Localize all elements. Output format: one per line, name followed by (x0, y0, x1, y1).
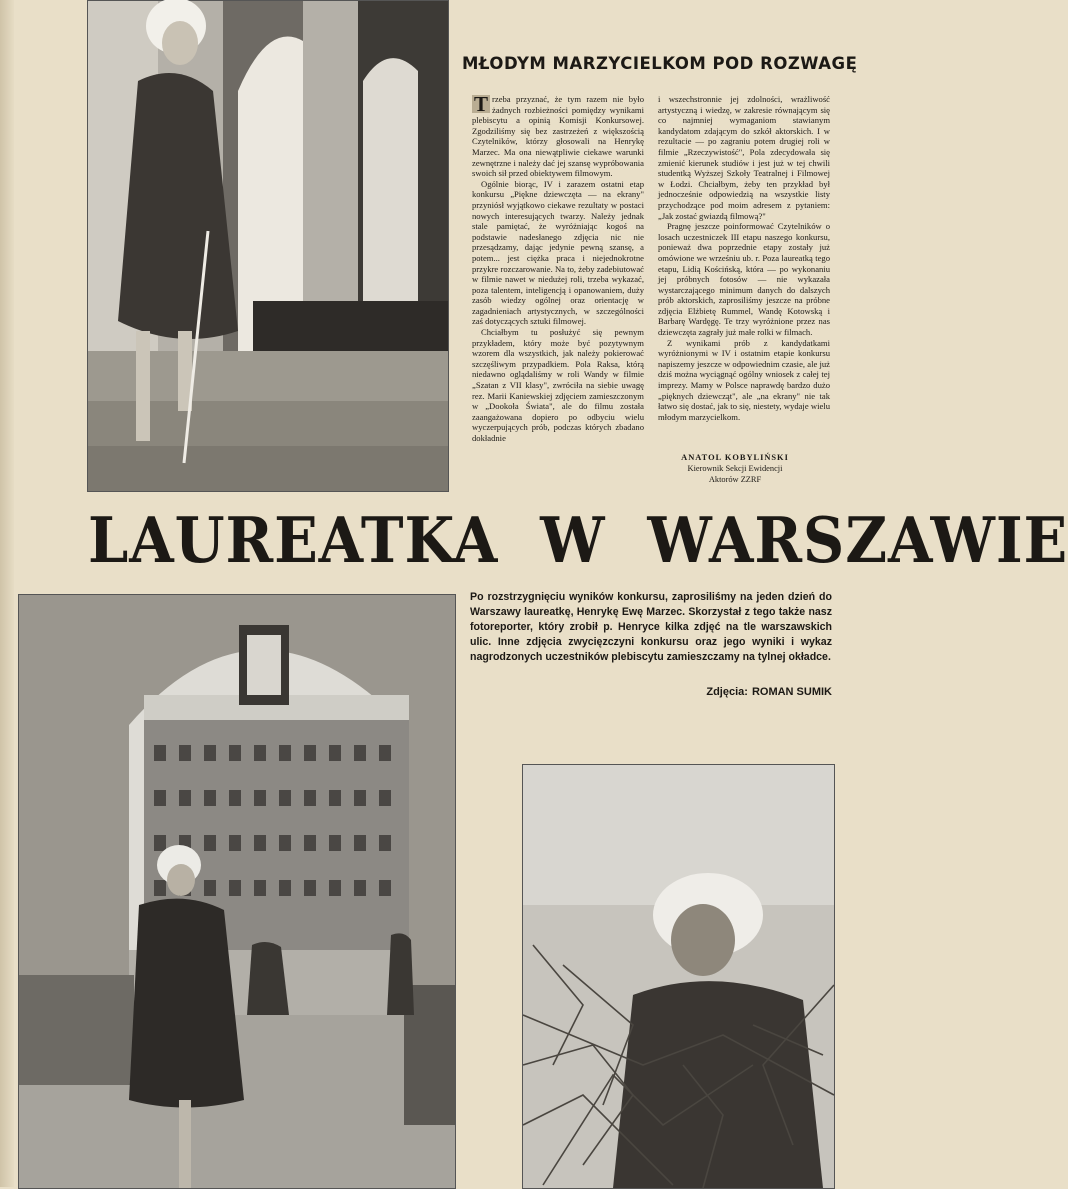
photo-woman-under-arch (18, 594, 456, 1189)
paragraph: Z wynikami prób z kandydatkami wyróżnionymi w IV i ostatnim etapie konkursu napiszemy jeszcze w odpowiednim czasie, ale już dziś można wyciągnąć ogólny wniosek z całej tej imprezy. Mamy w Polsce naprawdę bardzo dużo „pięknych dziewcząt", ale „na ekrany" nie tak łatwo się dostać, jak to się, niestety, wydaje wielu młodym marzycielkom. (658, 337, 830, 422)
paragraph: rzeba przyznać, że tym razem nie było żadnych rozbieżności pomiędzy wynikami plebiscytu a opinią Komisji Konkursowej. Zgodziliśmy się bez zastrzeżeń z większością Czytelników, którzy głosowali na Henrykę Marzec. Ma ona niewątpliwie ciekawe warunki zewnętrzne i należy dać jej szansę wypróbowania swoich sił przed obiektywem filmowym. (472, 94, 644, 179)
photo-woman-on-steps (87, 0, 449, 492)
author-signature (640, 452, 830, 485)
article-column-1 (472, 94, 644, 484)
photo-credit-name: ROMAN SUMIK (751, 686, 832, 698)
paragraph: Chciałbym tu posłużyć się pewnym przykładem, który może być pozytywnym wzorem dla wszystkich, jak należy pokierować szczęśliwym przypadkiem. Pola Raksa, którą niedawno oglądaliśmy w roli Wandy w filmie „Szatan z VII klasy", zwróciła na siebie uwagę rez. Marii Kaniewskiej zdjęciem zamieszczonym w „Dookoła Świata", ale do filmu została zaangażowana dopiero po odbyciu wielu wyczerpujących prób, podczas których zbadano dokładnie (472, 327, 644, 443)
headline-word: W (540, 503, 606, 577)
paragraph: Pragnę jeszcze poinformować Czytelników o losach uczestniczek III etapu naszego konkursu, ponieważ dwa poprzednie etapy zostały już omówione we wrześniu ub. r. Poza laureatką tego etapu, Lidią Kościńską, która — po wykonaniu jej próbnych fotosów — nie wykazała wystarczającego minimum danych do dalszych prób aktorskich, zaprosiliśmy jeszcze na próbne zdjęcia Elżbietę Rummel, Wandę Kotowską i Barbarę Wardęgę. Te trzy wyróżnione przez nas dziewczęta zagrały już małe rolki w filmach. (658, 221, 830, 338)
page-binding-edge (0, 0, 14, 1187)
paragraph: i wszechstronnie jej zdolności, wrażliwość artystyczną i wiedzę, w zakresie równającym się co najmniej wymaganiom stawianym kandydatom zdającym do szkół aktorskich. I w rezultacie — po zagraniu potem drugiej roli w filmie „Rzeczywistość", Pola zdecydowała się zmienić kierunek studiów i jest już w tej chwili studentką Wyższej Szkoły Teatralnej i Filmowej w Łodzi. Chciałbym, żeby ten przykład był jednocześnie odpowiedzią na wszystkie listy przychodzące pod moim adresem z pytaniem: „Jak zostać gwiazdą filmową?" (658, 94, 830, 221)
author-name: ANATOL KOBYLIŃSKI (681, 453, 789, 462)
headline-word: LAUREATKA (88, 503, 499, 577)
author-role: Kierownik Sekcji Ewidencji (687, 464, 783, 473)
photo-woman-among-branches (522, 764, 835, 1189)
drop-cap: T (474, 92, 489, 116)
photo-credit-label: Zdjęcia: (706, 686, 748, 698)
paragraph: Ogólnie biorąc, IV i zarazem ostatni etap konkursu „Piękne dziewczęta — na ekrany" przyniósł wyjątkowo ciekawe rezultaty w postaci nowych interesujących twarzy. Należy jednak stale pamiętać, że wyróżniając kogoś na podstawie nadesłanego zdjęcia nic nie przesądzamy, dając jedynie pewną szansę, a potem... jest ciężka praca i niejednokrotne przykre rozczarowanie. Na to, żeby zadebiutować w filmie nawet w niedużej roli, trzeba wykazać, poza talentem, inteligencją i opanowaniem, duży zasób wiedzy ogólnej oraz orientację w zagadnieniach artystycznych, w szczególności zaś dotyczących sztuki filmowej. (472, 178, 644, 327)
feature-headline (88, 500, 1068, 580)
headline-word: WARSZAWIE (647, 503, 1068, 577)
article-headline: MŁODYM MARZYCIELKOM POD ROZWAGĘ (462, 54, 858, 73)
article-column-2 (658, 94, 830, 484)
article-body (472, 94, 832, 484)
author-role: Aktorów ZZRF (708, 475, 762, 484)
feature-intro: Po rozstrzygnięciu wyników konkursu, zaprosiliśmy na jeden dzień do Warszawy laureatkę, Henrykę Ewę Marzec. Skorzystał z tego także nasz fotoreporter, który zrobił p. Henryce kilka zdjęć na tle warszawskich ulic. Inne zdjęcia zwycięzczyni konkursu oraz jego wyniki i wykaz nagrodzonych uczestników plebiscytu zamieszczamy na tylnej okładce. (470, 591, 832, 663)
photo-credit (600, 686, 832, 698)
